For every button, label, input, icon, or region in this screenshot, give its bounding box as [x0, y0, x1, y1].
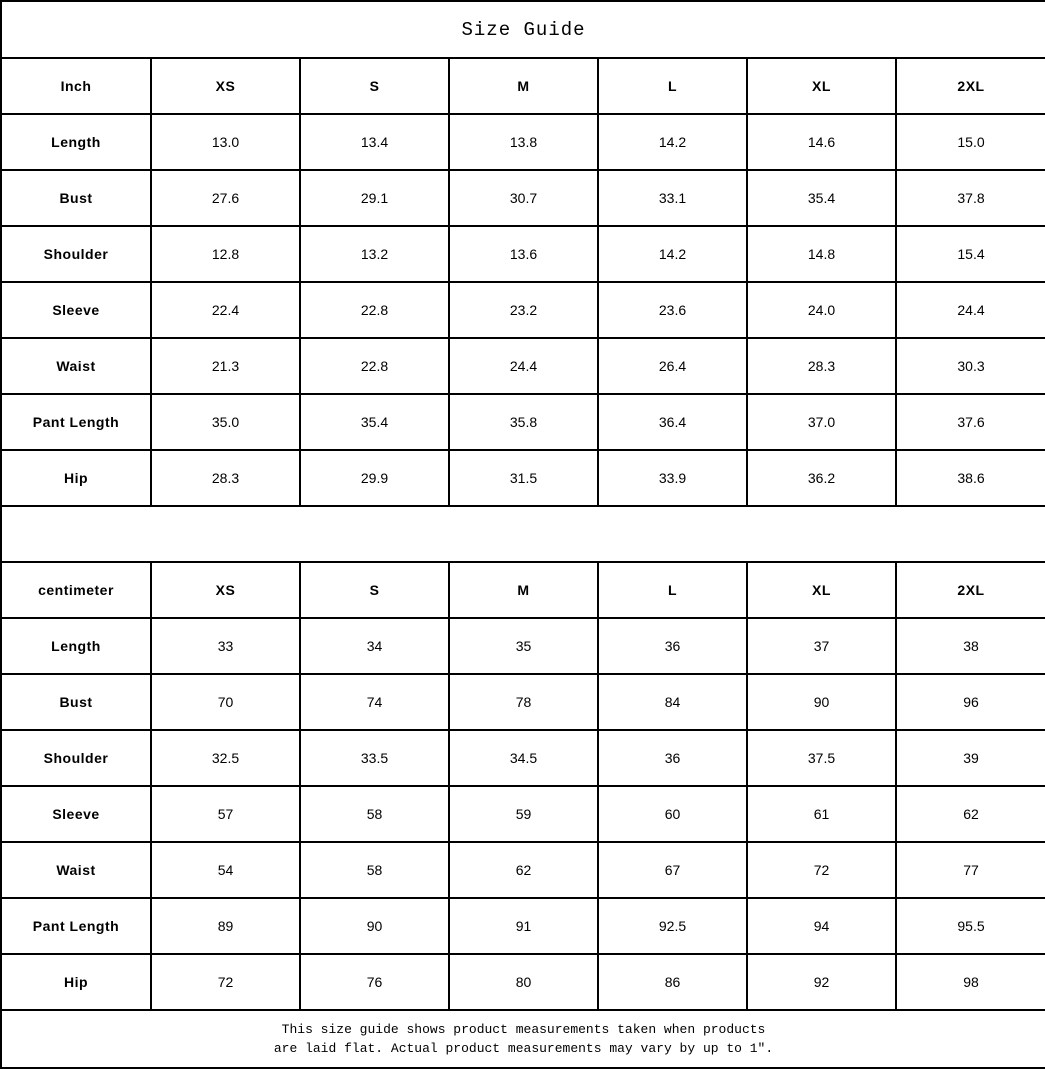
measurement-value-cell: 98 — [896, 954, 1045, 1010]
measurement-value-cell: 35.4 — [300, 394, 449, 450]
row-label-cell: Pant Length — [1, 898, 151, 954]
measurement-value-cell: 14.6 — [747, 114, 896, 170]
row-label-cell: Length — [1, 114, 151, 170]
table-row — [1, 450, 1045, 506]
measurement-value-cell: 35.8 — [449, 394, 598, 450]
measurement-value-cell: 23.6 — [598, 282, 747, 338]
row-label-cell: Sleeve — [1, 282, 151, 338]
measurement-value-cell: 33.5 — [300, 730, 449, 786]
measurement-value-cell: 37.5 — [747, 730, 896, 786]
measurement-value-cell: 62 — [449, 842, 598, 898]
measurement-value-cell: 36.2 — [747, 450, 896, 506]
table-row — [1, 730, 1045, 786]
table-row — [1, 226, 1045, 282]
measurement-value-cell: 37.0 — [747, 394, 896, 450]
measurement-value-cell: 58 — [300, 842, 449, 898]
table-row — [1, 674, 1045, 730]
measurement-value-cell: 72 — [151, 954, 300, 1010]
measurement-value-cell: 92.5 — [598, 898, 747, 954]
table-row — [1, 786, 1045, 842]
measurement-value-cell: 22.8 — [300, 282, 449, 338]
spacer-cell — [1, 506, 1045, 562]
measurement-value-cell: 37.6 — [896, 394, 1045, 450]
measurement-value-cell: 33.9 — [598, 450, 747, 506]
measurement-value-cell: 13.2 — [300, 226, 449, 282]
row-label-cell: Bust — [1, 170, 151, 226]
row-label-cell: Shoulder — [1, 226, 151, 282]
centimeter-table-body — [1, 562, 1045, 1010]
measurement-value-cell: 96 — [896, 674, 1045, 730]
measurement-value-cell: 74 — [300, 674, 449, 730]
measurement-value-cell: 77 — [896, 842, 1045, 898]
footer-line-1: This size guide shows product measurements taken when products — [281, 1022, 766, 1037]
measurement-value-cell: 70 — [151, 674, 300, 730]
spacer-section — [1, 506, 1045, 562]
measurement-value-cell: 14.8 — [747, 226, 896, 282]
table-row — [1, 394, 1045, 450]
measurement-value-cell: 90 — [747, 674, 896, 730]
table-row — [1, 954, 1045, 1010]
measurement-value-cell: 34.5 — [449, 730, 598, 786]
measurement-value-cell: 86 — [598, 954, 747, 1010]
row-label-cell: Sleeve — [1, 786, 151, 842]
measurement-value-cell: 60 — [598, 786, 747, 842]
measurement-value-cell: 37.8 — [896, 170, 1045, 226]
row-label-cell: Waist — [1, 842, 151, 898]
measurement-value-cell: 24.0 — [747, 282, 896, 338]
measurement-value-cell: 13.4 — [300, 114, 449, 170]
measurement-value-cell: 33.1 — [598, 170, 747, 226]
measurement-value-cell: 35.4 — [747, 170, 896, 226]
measurement-value-cell: 35 — [449, 618, 598, 674]
measurement-value-cell: 39 — [896, 730, 1045, 786]
measurement-value-cell: 26.4 — [598, 338, 747, 394]
measurement-value-cell: 27.6 — [151, 170, 300, 226]
size-header-cell: M — [449, 562, 598, 618]
measurement-value-cell: 59 — [449, 786, 598, 842]
measurement-value-cell: 36 — [598, 730, 747, 786]
measurement-value-cell: 14.2 — [598, 114, 747, 170]
measurement-value-cell: 80 — [449, 954, 598, 1010]
size-header-row — [1, 562, 1045, 618]
measurement-value-cell: 24.4 — [896, 282, 1045, 338]
size-header-cell: XS — [151, 58, 300, 114]
footer-row — [1, 1010, 1045, 1068]
spacer-row — [1, 506, 1045, 562]
size-header-row — [1, 58, 1045, 114]
measurement-value-cell: 72 — [747, 842, 896, 898]
measurement-value-cell: 58 — [300, 786, 449, 842]
measurement-value-cell: 15.4 — [896, 226, 1045, 282]
unit-header-cell: Inch — [1, 58, 151, 114]
measurement-value-cell: 95.5 — [896, 898, 1045, 954]
size-header-cell: S — [300, 562, 449, 618]
size-header-cell: 2XL — [896, 562, 1045, 618]
measurement-value-cell: 31.5 — [449, 450, 598, 506]
measurement-value-cell: 24.4 — [449, 338, 598, 394]
measurement-value-cell: 21.3 — [151, 338, 300, 394]
measurement-value-cell: 12.8 — [151, 226, 300, 282]
measurement-value-cell: 34 — [300, 618, 449, 674]
size-header-cell: M — [449, 58, 598, 114]
measurement-value-cell: 62 — [896, 786, 1045, 842]
row-label-cell: Pant Length — [1, 394, 151, 450]
measurement-value-cell: 36.4 — [598, 394, 747, 450]
measurement-value-cell: 37 — [747, 618, 896, 674]
measurement-value-cell: 76 — [300, 954, 449, 1010]
measurement-value-cell: 28.3 — [151, 450, 300, 506]
row-label-cell: Hip — [1, 450, 151, 506]
measurement-value-cell: 30.7 — [449, 170, 598, 226]
measurement-value-cell: 94 — [747, 898, 896, 954]
page-title: Size Guide — [1, 1, 1045, 58]
measurement-value-cell: 13.0 — [151, 114, 300, 170]
measurement-value-cell: 29.1 — [300, 170, 449, 226]
measurement-value-cell: 91 — [449, 898, 598, 954]
measurement-value-cell: 13.6 — [449, 226, 598, 282]
row-label-cell: Waist — [1, 338, 151, 394]
table-row — [1, 114, 1045, 170]
measurement-value-cell: 38.6 — [896, 450, 1045, 506]
title-row — [1, 1, 1045, 58]
measurement-value-cell: 22.4 — [151, 282, 300, 338]
table-row — [1, 842, 1045, 898]
size-header-cell: XL — [747, 58, 896, 114]
measurement-value-cell: 89 — [151, 898, 300, 954]
measurement-value-cell: 38 — [896, 618, 1045, 674]
measurement-value-cell: 33 — [151, 618, 300, 674]
row-label-cell: Hip — [1, 954, 151, 1010]
measurement-value-cell: 92 — [747, 954, 896, 1010]
title-section — [1, 1, 1045, 58]
measurement-value-cell: 84 — [598, 674, 747, 730]
table-row — [1, 618, 1045, 674]
unit-header-cell: centimeter — [1, 562, 151, 618]
table-row — [1, 282, 1045, 338]
measurement-value-cell: 90 — [300, 898, 449, 954]
size-header-cell: 2XL — [896, 58, 1045, 114]
table-row — [1, 338, 1045, 394]
footer-line-2: are laid flat. Actual product measurements may vary by up to 1″. — [273, 1041, 774, 1056]
measurement-value-cell: 54 — [151, 842, 300, 898]
measurement-value-cell: 67 — [598, 842, 747, 898]
measurement-value-cell: 13.8 — [449, 114, 598, 170]
measurement-value-cell: 28.3 — [747, 338, 896, 394]
measurement-value-cell: 35.0 — [151, 394, 300, 450]
measurement-value-cell: 32.5 — [151, 730, 300, 786]
measurement-value-cell: 14.2 — [598, 226, 747, 282]
measurement-value-cell: 23.2 — [449, 282, 598, 338]
row-label-cell: Bust — [1, 674, 151, 730]
measurement-value-cell: 57 — [151, 786, 300, 842]
size-header-cell: XL — [747, 562, 896, 618]
measurement-value-cell: 36 — [598, 618, 747, 674]
size-header-cell: XS — [151, 562, 300, 618]
measurement-value-cell: 78 — [449, 674, 598, 730]
measurement-value-cell: 22.8 — [300, 338, 449, 394]
table-row — [1, 170, 1045, 226]
row-label-cell: Shoulder — [1, 730, 151, 786]
row-label-cell: Length — [1, 618, 151, 674]
size-header-cell: S — [300, 58, 449, 114]
measurement-value-cell: 30.3 — [896, 338, 1045, 394]
inch-table-body — [1, 58, 1045, 506]
footer-section — [1, 1010, 1045, 1068]
measurement-value-cell: 15.0 — [896, 114, 1045, 170]
table-row — [1, 898, 1045, 954]
measurement-value-cell: 29.9 — [300, 450, 449, 506]
size-header-cell: L — [598, 58, 747, 114]
measurement-value-cell: 61 — [747, 786, 896, 842]
footer-note — [1, 1010, 1045, 1068]
size-header-cell: L — [598, 562, 747, 618]
